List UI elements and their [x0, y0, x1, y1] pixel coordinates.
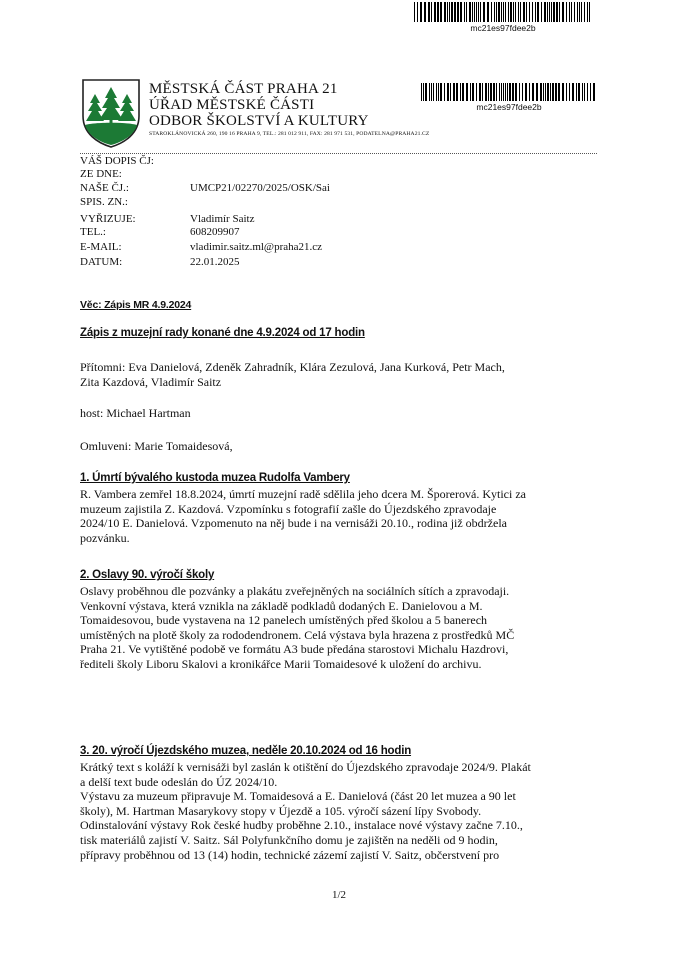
letterhead-line-3: ODBOR ŠKOLSTVÍ A KULTURY [149, 113, 369, 129]
body-line: R. Vambera zemřel 18.8.2024, úmrtí muzejní radě sdělila jeho dcera M. Šporerová. Kytici za [80, 487, 526, 501]
body-line: přípravy proběhnou od 13 (14) hodin, technické zázemí zajistí V. Saitz, občerstvení pro [80, 847, 500, 862]
meta-row [80, 168, 190, 181]
section-1-body [80, 487, 600, 545]
body-line: Odinstalování výstavy Rok české hudby proběhne 2.10., instalace nové výstavy začne 7.10., [80, 818, 523, 833]
body-line: Krátký text s koláží k vernisáži byl zaslán k otištění do Újezdského zpravodaje 2024/9. Plakát [80, 760, 531, 774]
letterhead-address: STAROKLÁNOVICKÁ 260, 190 16 PRAHA 9, TEL.: 281 012 911, FAX: 281 971 531, PODATELNA@PRAHA21.CZ [149, 131, 430, 137]
body-line: a delší text bude odeslán do ÚZ 2024/10. [80, 774, 278, 789]
letterhead-line-2: ÚŘAD MĚSTSKÉ ČÁSTI [149, 97, 315, 113]
body-line: Oslavy proběhnou dle pozvánky a plakátu zveřejněných na sociálních sítích a zpravodaji. [80, 584, 510, 598]
letterhead-line-1: MĚSTSKÁ ČÁST PRAHA 21 [149, 81, 338, 97]
meta-value: Vladimír Saitz [190, 213, 255, 225]
coat-of-arms-trees-icon [80, 78, 142, 148]
barcode-bar [589, 2, 590, 22]
meta-label: VYŘIZUJE: [80, 213, 136, 225]
body-line: umístěných na plotě školy za rododendronem. Celá výstava byla hrazena z prostředků MČ [80, 627, 515, 642]
body-line: tisk materiálů zajistí V. Saitz. Sál Polyfunkčního domu je zajištěn na neděli od 9 hodin, [80, 832, 498, 847]
meta-value: vladimir.saitz.ml@praha21.cz [190, 241, 323, 253]
meta-row [80, 196, 190, 209]
subject-line: Věc: Zápis MR 4.9.2024 [80, 299, 192, 311]
body-line: Tomaidesovou, bude vystavena na 12 panelech umístěných před školou a 5 banerech [80, 613, 488, 628]
excused-line: Omluveni: Marie Tomaidesová, [80, 439, 233, 453]
guest-line: host: Michael Hartman [80, 406, 191, 420]
body-line: Výstavu za muzeum připravuje M. Tomaidesová a E. Danielová (část 20 let muzea a 90 let [80, 789, 516, 804]
meta-value: 22.01.2025 [190, 256, 240, 268]
meta-label: TEL.: [80, 226, 106, 238]
barcode-bar [593, 83, 595, 101]
meta-value: UMCP21/02270/2025/OSK/Sai [190, 182, 330, 194]
top-barcode [414, 2, 592, 22]
document-title: Zápis z muzejní rady konané dne 4.9.2024 od 17 hodin [80, 327, 365, 339]
present-line: Přítomni: Eva Danielová, Zdeněk Zahradník, Klára Zezulová, Jana Kurková, Petr Mach, [80, 360, 505, 374]
body-line: řediteli školy Liboru Skalovi a kronikářce Marii Tomaidesové k uložení do archivu. [80, 656, 482, 671]
present-line: Zita Kazdová, Vladimír Saitz [80, 374, 222, 389]
meta-row [80, 256, 240, 269]
body-line: muzeum zajistila Z. Kazdová. Vzpomínku s fotografií zašle do Újezdského zpravodaje [80, 501, 497, 516]
meta-row [80, 226, 240, 239]
section-2-body [80, 584, 600, 672]
meta-row [80, 155, 190, 168]
body-line: 2024/10 E. Danielová. Vzpomenuto na něj bude i na vernisáži 20.10., rodina již obdržela [80, 516, 507, 531]
letterhead-divider [80, 153, 597, 154]
meta-label: DATUM: [80, 256, 123, 268]
meta-value: 608209907 [190, 226, 240, 238]
meta-label: E-MAIL: [80, 241, 122, 253]
body-line: školy), M. Hartman Masarykovy stopy v Újezdě a 105. výročí sázení lípy Svobody. [80, 803, 482, 818]
page-number: 1/2 [331, 889, 347, 901]
section-3-heading: 3. 20. výročí Újezdského muzea, neděle 20.10.2024 od 16 hodin [80, 745, 412, 757]
header-barcode [421, 83, 597, 101]
section-1-heading: 1. Úmrtí bývalého kustoda muzea Rudolfa Vambery [80, 472, 350, 484]
section-2-heading: 2. Oslavy 90. výročí školy [80, 569, 215, 581]
body-line: Praha 21. Ve vytištěné podobě ve formátu A3 bude předána starostovi Michalu Hazdrovi, [80, 642, 509, 657]
section-3-body [80, 760, 600, 862]
meta-row [80, 213, 254, 226]
meta-row [80, 241, 322, 254]
present-paragraph [80, 360, 600, 389]
meta-label: VÁŠ DOPIS ČJ: [80, 155, 154, 167]
body-line: Venkovní výstava, která vznikla na základě podkladů dodaných E. Danielovou a M. [80, 598, 483, 613]
meta-label: NAŠE ČJ.: [80, 182, 129, 194]
top-barcode-code: mc21es97fdee2b [470, 23, 536, 33]
header-barcode-code: mc21es97fdee2b [476, 102, 542, 112]
meta-label: SPIS. ZN.: [80, 196, 128, 208]
meta-label: ZE DNE: [80, 168, 122, 180]
body-line: pozvánku. [80, 530, 130, 545]
meta-row [80, 182, 330, 195]
